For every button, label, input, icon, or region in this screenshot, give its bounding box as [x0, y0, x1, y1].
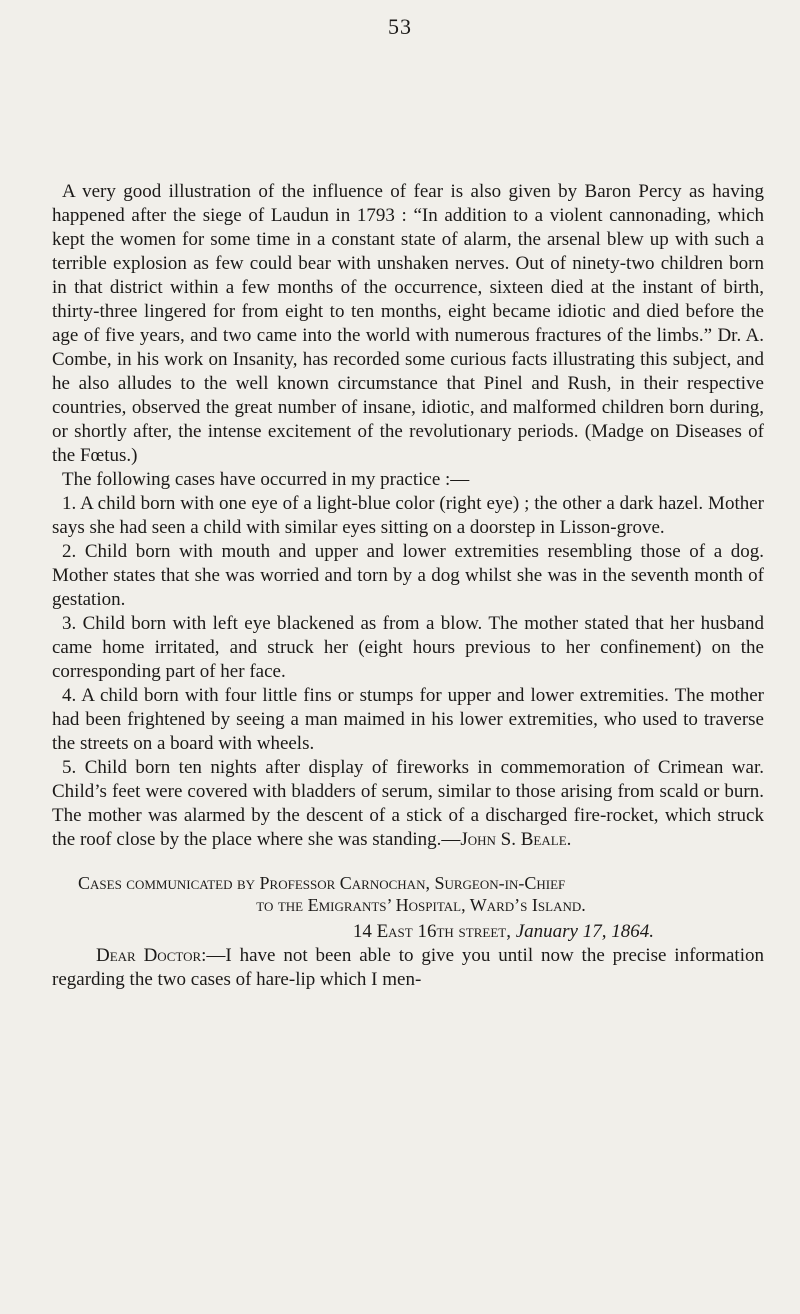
- author-signature: John S. Beale.: [460, 829, 572, 850]
- letter-text: :—I have not been able to give you until now the precise information regarding the two cases of hare-lip which I men-: [52, 945, 764, 990]
- page-number: 53: [388, 14, 412, 39]
- letter-body: [52, 944, 764, 992]
- letter-street: 14 East 16th street,: [352, 921, 511, 942]
- case-5-text: 5. Child born ten nights after display of fireworks in commemoration of Crimean war. Child’s feet were covered with bladders of serum, similar to those arising from scald or burn. The mother was alarmed by the descent of a stick of a discharged fire-rocket, which struck the roof close by the place where she was standing.—: [52, 757, 764, 850]
- letter-date: January 17, 1864.: [515, 921, 654, 942]
- case-5-paragraph: [52, 756, 764, 852]
- case-3-paragraph: 3. Child born with left eye blackened as from a blow. The mother stated that her husband came home irritated, and struck her (eight hours previous to her confinement) on the corresponding part of her face.: [52, 613, 764, 682]
- section-heading-line2: to the Emigrants’ Hospital, Ward’s Island.: [256, 895, 586, 915]
- letter-address: [52, 920, 764, 944]
- section-heading-line1: Cases communicated by Professor Carnochan, Surgeon-in-Chief: [78, 873, 566, 893]
- document-body: [52, 180, 764, 992]
- case-4-paragraph: 4. A child born with four little fins or stumps for upper and lower extremities. The mother had been frightened by seeing a man maimed in his lower extremities, who used to traverse the streets on a board with wheels.: [52, 685, 764, 754]
- letter-salutation: Dear Doctor: [96, 945, 202, 966]
- section-heading: [52, 872, 764, 916]
- case-2-paragraph: 2. Child born with mouth and upper and lower extremities resembling those of a dog. Mother states that she was worried and torn by a dog whilst she was in the seventh month of gestation.: [52, 541, 764, 610]
- paragraph-fear-illustration: A very good illustration of the influence of fear is also given by Baron Percy as having happened after the siege of Laudun in 1793 : “In addition to a violent cannonading, which kept the women for some time in a constant state of alarm, the arsenal blew up with such a terrible explosion as few could bear with unshaken nerves. Out of ninety-two children born in that district within a few months of the occurrence, sixteen died at the instant of birth, thirty-three lingered for from eight to ten months, eight became idiotic and died before the age of five years, and two came into the world with numerous fractures of the limbs.” Dr. A. Combe, in his work on Insanity, has recorded some curious facts illustrating this subject, and he also alludes to the well known circumstance that Pinel and Rush, in their respective countries, observed the great number of insane, idiotic, and malformed children born during, or shortly after, the intense excitement of the revolutionary periods. (Madge on Diseases of the Fœtus.): [52, 181, 764, 466]
- case-1-paragraph: 1. A child born with one eye of a light-blue color (right eye) ; the other a dark hazel. Mother says she had seen a child with similar eyes sitting on a doorstep in Lisson-grove.: [52, 493, 764, 538]
- paragraph-cases-intro: The following cases have occurred in my practice :—: [62, 469, 470, 490]
